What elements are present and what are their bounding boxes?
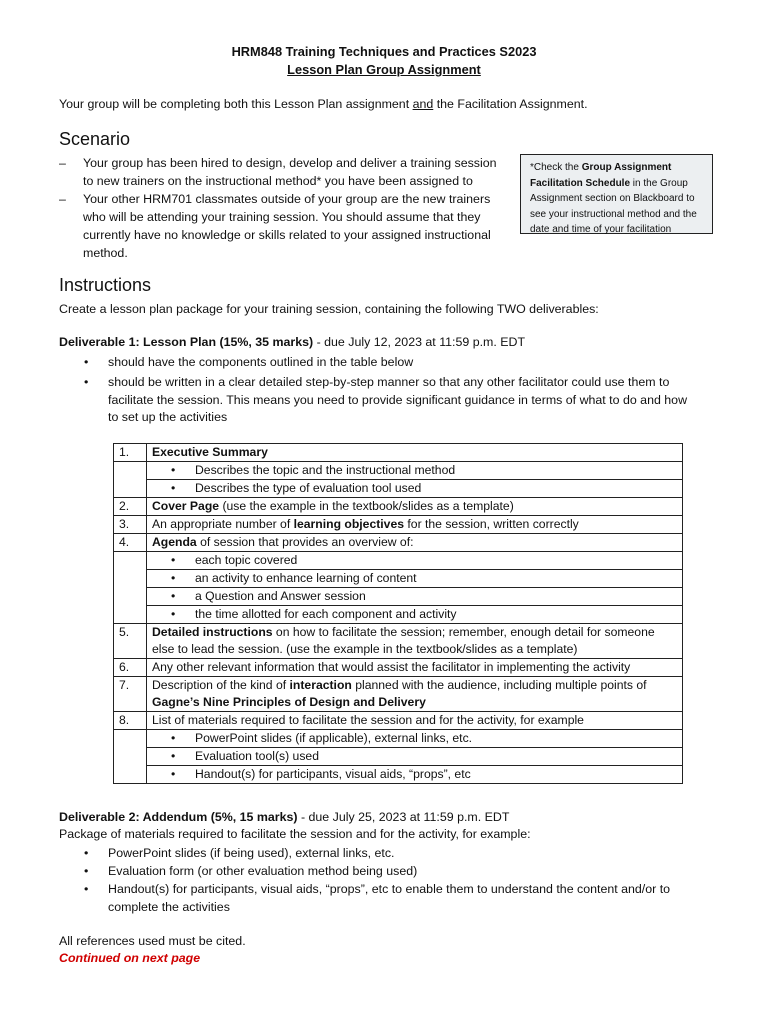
deliverable-2-bullet [84, 845, 694, 863]
dash-marker: – [59, 192, 66, 206]
table-row [114, 748, 683, 766]
row-content [147, 624, 683, 659]
row-number-blank [114, 480, 147, 498]
row-text-pre: Description of the kind of [152, 678, 290, 692]
deliverable-1-line [59, 334, 525, 350]
bullet-text: PowerPoint slides (if being used), external links, etc. [108, 846, 395, 860]
row-number: 4. [114, 534, 147, 552]
deliverable-2-due: - due July 25, 2023 at 11:59 p.m. EDT [297, 810, 510, 824]
document-subtitle: Lesson Plan Group Assignment [287, 62, 481, 77]
bullet-glyph: • [171, 571, 176, 585]
row-content [147, 677, 683, 712]
row-bold: Detailed instructions [152, 625, 273, 639]
row-number: 3. [114, 516, 147, 534]
row-number-blank [114, 766, 147, 784]
note-text-pre: *Check the [530, 162, 582, 173]
table-row [114, 659, 683, 677]
deliverable-1-bullet [84, 374, 694, 427]
dash-marker: – [59, 156, 66, 170]
table-row [114, 570, 683, 588]
table-row [114, 588, 683, 606]
row-number-blank [114, 588, 147, 606]
table-row [114, 552, 683, 570]
bullet-text: Evaluation form (or other evaluation method being used) [108, 864, 418, 878]
scenario-item-text: Your group has been hired to design, develop and deliver a training session to new trainers on the instructional method* you have been assigned to [83, 156, 497, 188]
row-sub-item [147, 588, 683, 606]
row-number-blank [114, 552, 147, 570]
sub-item-text: a Question and Answer session [195, 589, 366, 603]
row-text: (use the example in the textbook/slides as a template) [219, 499, 514, 513]
row-content [147, 444, 683, 462]
table-row [114, 606, 683, 624]
row-number: 2. [114, 498, 147, 516]
row-content: Any other relevant information that would assist the facilitator in implementing the activity [147, 659, 683, 677]
table-row [114, 677, 683, 712]
row-bold: interaction [289, 678, 352, 692]
bullet-glyph: • [171, 463, 176, 477]
row-sub-item [147, 462, 683, 480]
row-number-blank [114, 462, 147, 480]
note-text-bold: Group Assignment Facilitation Schedule [530, 162, 672, 189]
row-text-pre: An appropriate number of [152, 517, 294, 531]
row-sub-item [147, 730, 683, 748]
deliverable-1-due: - due July 12, 2023 at 11:59 p.m. EDT [313, 335, 526, 349]
row-bold: Agenda [152, 535, 197, 549]
row-content: List of materials required to facilitate the session and for the activity, for example [147, 712, 683, 730]
bullet-glyph: • [171, 607, 176, 621]
table-row [114, 624, 683, 659]
document-title: HRM848 Training Techniques and Practices S2023 [231, 44, 537, 59]
bullet-glyph: • [84, 864, 89, 878]
row-text: for the session, written correctly [404, 517, 579, 531]
intro-text-and: and [412, 97, 434, 111]
intro-text-after: the Facilitation Assignment. [433, 97, 588, 111]
sub-item-text: Describes the type of evaluation tool used [195, 481, 422, 495]
row-number-blank [114, 730, 147, 748]
scenario-item [59, 154, 509, 190]
bullet-glyph: • [171, 767, 176, 781]
bullet-glyph: • [84, 375, 89, 389]
row-number: 6. [114, 659, 147, 677]
bullet-glyph: • [84, 882, 89, 896]
row-number: 7. [114, 677, 147, 712]
row-sub-item [147, 480, 683, 498]
deliverable-2-lead: Package of materials required to facilitate the session and for the activity, for example: [59, 827, 531, 841]
row-content [147, 534, 683, 552]
row-sub-item [147, 606, 683, 624]
scenario-heading: Scenario [59, 129, 131, 149]
table-row [114, 498, 683, 516]
table-row [114, 712, 683, 730]
bullet-glyph: • [171, 553, 176, 567]
bullet-glyph: • [171, 731, 176, 745]
scenario-item [59, 190, 509, 262]
row-number-blank [114, 606, 147, 624]
bullet-glyph: • [171, 589, 176, 603]
scenario-item-text: Your other HRM701 classmates outside of your group are the new trainers who will be attending your training session. You should assume that they currently have no knowledge or skills related to your assigned instructional method. [83, 192, 491, 260]
row-sub-item [147, 552, 683, 570]
intro-text-before: Your group will be completing both this Lesson Plan assignment [59, 97, 413, 111]
sub-item-text: the time allotted for each component and activity [195, 607, 457, 621]
row-sub-item [147, 570, 683, 588]
deliverable-2-line [59, 809, 509, 825]
row-content [147, 498, 683, 516]
bullet-text: should be written in a clear detailed step-by-step manner so that any other facilitator could use them to facilitate the session. This means you need to provide significant guidance in terms of what to do and how to set up the activities [108, 375, 688, 424]
row-content [147, 516, 683, 534]
table-row [114, 444, 683, 462]
row-text: on how to facilitate the session; remember, enough detail for someone else to lead the session. (use the example in the textbook/slides as a template) [152, 625, 655, 656]
sub-item-text: an activity to enhance learning of content [195, 571, 417, 585]
sub-item-text: Describes the topic and the instructional method [195, 463, 456, 477]
row-number: 1. [114, 444, 147, 462]
table-row [114, 462, 683, 480]
deliverable-2-title: Deliverable 2: Addendum (5%, 15 marks) [59, 810, 298, 824]
sub-item-text: PowerPoint slides (if applicable), external links, etc. [195, 731, 473, 745]
instructions-heading: Instructions [59, 275, 152, 295]
bullet-text: Handout(s) for participants, visual aids, “props”, etc to enable them to understand the content and/or to complete the activities [108, 882, 671, 914]
sub-item-text: Handout(s) for participants, visual aids, “props”, etc [195, 767, 471, 781]
row-sub-item [147, 748, 683, 766]
bullet-glyph: • [84, 846, 89, 860]
row-bold: Cover Page [152, 499, 220, 513]
intro-paragraph [59, 96, 588, 112]
deliverable-1-title: Deliverable 1: Lesson Plan (15%, 35 marks) [59, 335, 314, 349]
row-bold-2: Gagne’s Nine Principles of Design and Delivery [152, 695, 426, 709]
row-text: planned with the audience, including multiple points of [351, 678, 647, 692]
row-bold: learning objectives [293, 517, 405, 531]
row-number: 5. [114, 624, 147, 659]
row-sub-item [147, 766, 683, 784]
row-number-blank [114, 570, 147, 588]
bullet-glyph: • [84, 355, 89, 369]
row-number-blank [114, 748, 147, 766]
sub-item-text: each topic covered [195, 553, 298, 567]
row-number: 8. [114, 712, 147, 730]
bullet-glyph: • [171, 749, 176, 763]
deliverable-2-bullet [84, 863, 694, 881]
table-row [114, 766, 683, 784]
lesson-plan-components-table [113, 443, 683, 784]
table-row [114, 480, 683, 498]
deliverable-1-bullet [84, 354, 694, 372]
row-bold: Executive Summary [152, 445, 268, 459]
continued-notice: Continued on next page [59, 951, 201, 965]
references-note: All references used must be cited. [59, 934, 246, 948]
table-row [114, 516, 683, 534]
table-row [114, 730, 683, 748]
sub-item-text: Evaluation tool(s) used [195, 749, 319, 763]
table-row [114, 534, 683, 552]
facilitation-note-box [520, 154, 713, 234]
bullet-glyph: • [171, 481, 176, 495]
row-text: of session that provides an overview of: [196, 535, 414, 549]
instructions-lead: Create a lesson plan package for your training session, containing the following TWO deliverables: [59, 302, 599, 316]
note-text-post: in the Group Assignment section on Blackboard to see your instructional method and the date and time of your facilitation [530, 177, 697, 235]
deliverable-2-bullet [84, 881, 694, 916]
bullet-text: should have the components outlined in the table below [108, 355, 414, 369]
